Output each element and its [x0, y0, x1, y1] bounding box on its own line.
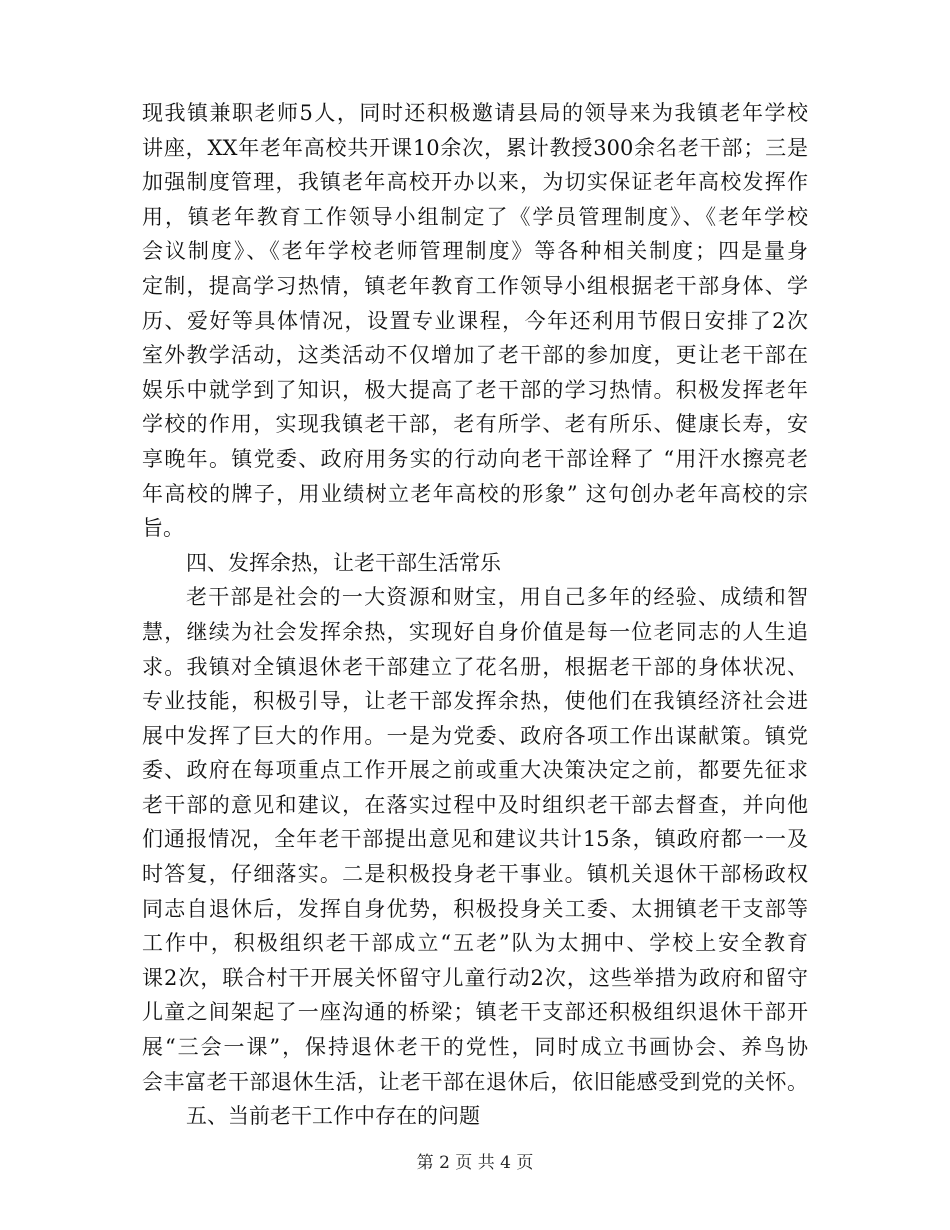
text-line: 现我镇兼职老师5人，同时还积极邀请县局的领导来为我镇老年学校	[142, 101, 808, 125]
text-line: 儿童之间架起了一座沟通的桥梁；镇老干支部还积极组织退休干部开	[142, 1000, 808, 1025]
text-line: 老干部是社会的一大资源和财宝，用自己多年的经验、成绩和智	[186, 585, 808, 610]
text-line: 娱乐中就学到了知识，极大提高了老干部的学习热情。积极发挥老年	[142, 377, 808, 402]
text-line: 展中发挥了巨大的作用。一是为党委、政府各项工作出谋献策。镇党	[142, 723, 808, 748]
text-line: 室外教学活动，这类活动不仅增加了老干部的参加度，更让老干部在	[142, 343, 808, 368]
text-line: 年高校的牌子，用业绩树立老年高校的形象” 这句创办老年高校的宗	[142, 481, 808, 506]
text-line: 定制，提高学习热情，镇老年教育工作领导小组根据老干部身体、学	[142, 273, 808, 298]
text-line: 会丰富老干部退休生活，让老干部在退休后，依旧能感受到党的关怀。	[142, 1069, 808, 1094]
text-line: 课2次，联合村干开展关怀留守儿童行动2次，这些举措为政府和留守	[142, 965, 808, 990]
text-line: 享晚年。镇党委、政府用务实的行动向老干部诠释了 “用汗水擦亮老	[142, 446, 808, 471]
section-heading: 五、当前老干工作中存在的问题	[186, 1104, 480, 1129]
text-line: 旨。	[142, 516, 184, 541]
text-line: 时答复，仔细落实。二是积极投身老干事业。镇机关退休干部杨政权	[142, 862, 808, 887]
text-line: 讲座，XX年老年高校共开课10余次，累计教授300余名老干部；三是	[142, 135, 808, 160]
text-line: 求。我镇对全镇退休老干部建立了花名册，根据老干部的身体状况、	[142, 654, 808, 679]
page-number-footer: 第 2 页 共 4 页	[416, 1153, 534, 1173]
text-line: 委、政府在每项重点工作开展之前或重大决策决定之前，都要先征求	[142, 758, 808, 783]
text-line: 会议制度》、《老年学校老师管理制度》等各种相关制度；四是量身	[142, 239, 808, 264]
body-text	[142, 96, 808, 1134]
text-line: 同志自退休后，发挥自身优势，积极投身关工委、太拥镇老干支部等	[142, 896, 808, 921]
text-line: 用，镇老年教育工作领导小组制定了《学员管理制度》、《老年学校	[142, 204, 808, 229]
text-line: 慧，继续为社会发挥余热，实现好自身价值是每一位老同志的人生追	[142, 619, 808, 644]
text-line: 们通报情况，全年老干部提出意见和建议共计15条，镇政府都一一及	[142, 827, 808, 852]
text-line: 学校的作用，实现我镇老干部，老有所学、老有所乐、健康长寿，安	[142, 412, 808, 437]
text-line: 加强制度管理，我镇老年高校开办以来，为切实保证老年高校发挥作	[142, 170, 808, 195]
text-line: 专业技能，积极引导，让老干部发挥余热，使他们在我镇经济社会进	[142, 689, 808, 714]
text-line: 历、爱好等具体情况，设置专业课程，今年还利用节假日安排了2次	[142, 308, 808, 333]
text-line: 老干部的意见和建议，在落实过程中及时组织老干部去督查，并向他	[142, 792, 808, 817]
text-line: 工作中，积极组织老干部成立“五老”队为太拥中、学校上安全教育	[142, 931, 808, 956]
section-heading: 四、发挥余热，让老干部生活常乐	[186, 550, 501, 575]
text-line: 展“三会一课”，保持退休老干的党性，同时成立书画协会、养鸟协	[142, 1035, 808, 1060]
